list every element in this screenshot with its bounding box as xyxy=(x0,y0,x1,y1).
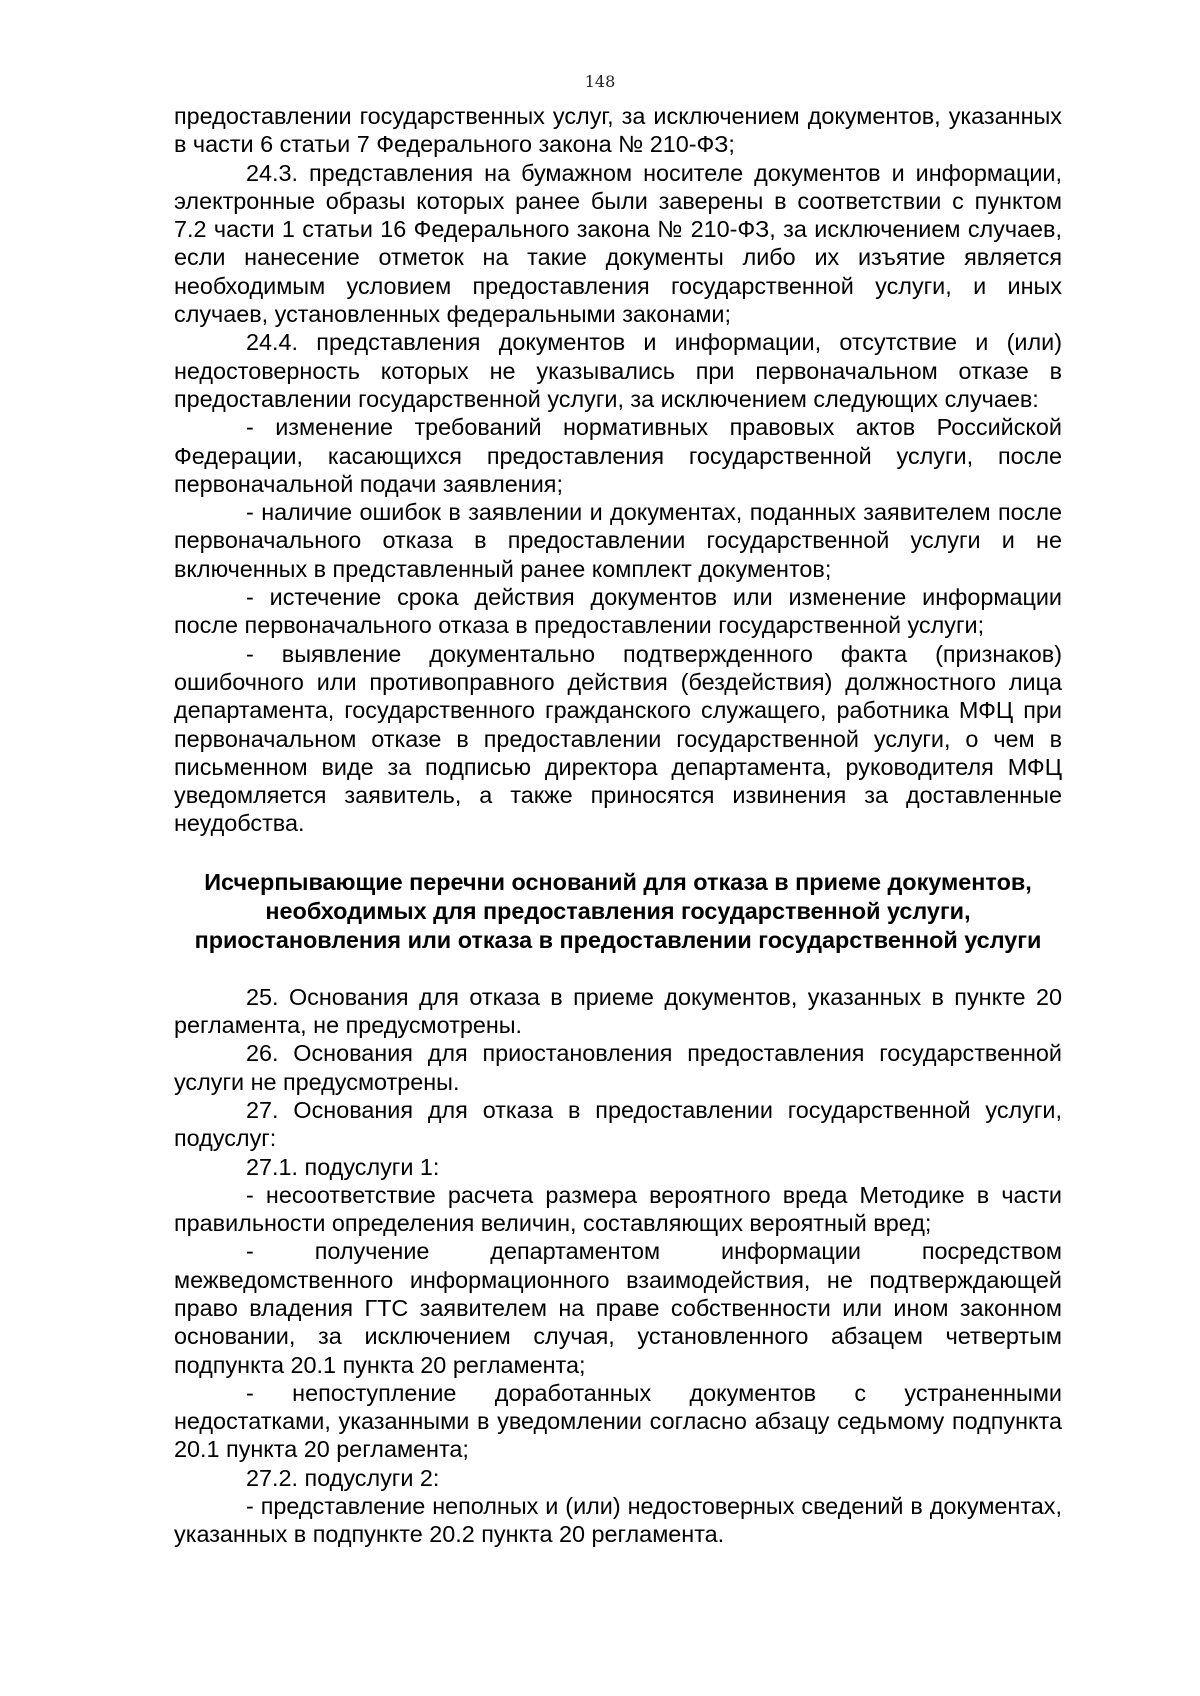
document-body xyxy=(174,102,1062,1549)
paragraph: 27.2. подуслуги 2: xyxy=(246,1464,440,1491)
list-item: - истечение срока действия документов или изменение информации после первоначального отказа в предоставлении государственной услуги; xyxy=(174,584,1062,639)
list-item: - несоответствие расчета размера вероятного вреда Методике в части правильности определения величин, составляющих вероятный вред; xyxy=(174,1181,1062,1237)
section-heading: Исчерпывающие перечни оснований для отказа в приеме документов, необходимых для предоставления государственной услуги, приостановления или отказа в предоставлении государственной услуги xyxy=(194,868,1042,953)
paragraph: 25. Основания для отказа в приеме документов, указанных в пункте 20 регламента, не предусмотрены. xyxy=(174,983,1062,1039)
paragraph: 26. Основания для приостановления предоставления государственной услуги не предусмотрены. xyxy=(174,1040,1062,1095)
paragraph: 27.1. подуслуги 1: xyxy=(246,1153,440,1180)
paragraph: 27. Основания для отказа в предоставлении государственной услуги, подуслуг: xyxy=(174,1096,1062,1152)
list-item: - наличие ошибок в заявлении и документах, поданных заявителем после первоначального отказа в предоставлении государственной услуги и не включенных в представленный ранее комплект документов; xyxy=(174,499,1062,582)
list-item: - получение департаментом информации посредством межведомственного информационного взаимодействия, не подтверждающей право владения ГТС заявителем на праве собственности или ином законном основании, за исключением случая, установленного абзацем четвертым подпункта 20.1 пункта 20 регламента; xyxy=(174,1238,1062,1378)
list-item: - непоступление доработанных документов с устраненными недостатками, указанными в уведомлении согласно абзацу седьмому подпункта 20.1 пункта 20 регламента; xyxy=(174,1379,1062,1463)
list-item: - выявление документально подтвержденного факта (признаков) ошибочного или противоправного действия (бездействия) должностного лица департамента, государственного гражданского служащего, работника МФЦ при первоначальном отказе в предоставлении государственной услуги, о чем в письменном виде за подписью директора департамента, руководителя МФЦ уведомляется заявитель, а также приносятся извинения за доставленные неудобства. xyxy=(174,640,1062,837)
list-item: - изменение требований нормативных правовых актов Российской Федерации, касающихся предоставления государственной услуги, после первоначальной подачи заявления; xyxy=(174,414,1062,497)
paragraph: 24.3. представления на бумажном носителе документов и информации, электронные образы которых ранее были заверены в соответствии с пунктом 7.2 части 1 статьи 16 Федерального закона № 210-ФЗ, за исключением случаев, если нанесение отметок на такие документы либо их изъятие является необходимым условием предоставления государственной услуги, и иных случаев, установленных федеральными законами; xyxy=(174,159,1062,328)
paragraph: 24.4. представления документов и информации, отсутствие и (или) недостоверность которых не указывались при первоначальном отказе в предоставлении государственной услуги, за исключением следующих случаев: xyxy=(174,329,1062,412)
list-item: - представление неполных и (или) недостоверных сведений в документах, указанных в подпункте 20.2 пункта 20 регламента. xyxy=(174,1493,1062,1548)
paragraph: предоставлении государственных услуг, за исключением документов, указанных в части 6 статьи 7 Федерального закона № 210-ФЗ; xyxy=(174,103,1062,158)
page-number: 148 xyxy=(584,72,616,91)
